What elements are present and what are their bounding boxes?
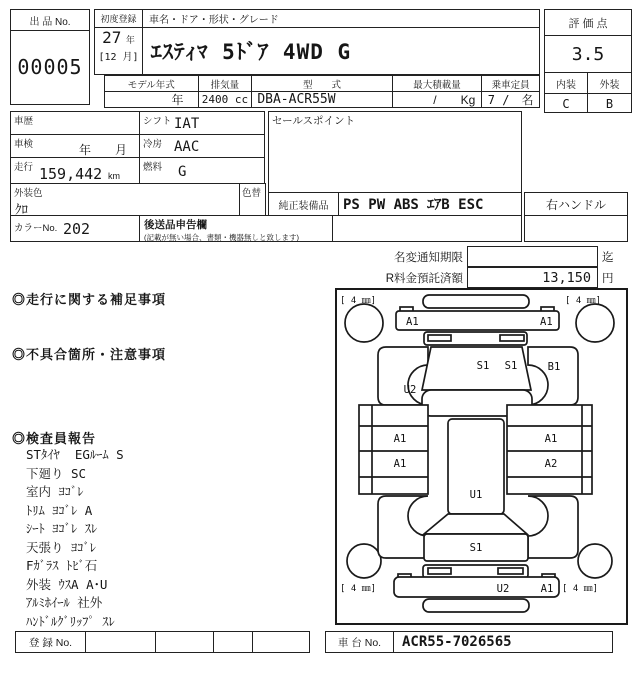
rear-bumper-shape [394,577,559,597]
later-items-cell [139,215,333,242]
inspection-label: 車検 [14,139,34,150]
color-no-label: カラーNo. [14,223,58,234]
equipment-label: 純正装備品 [269,193,339,215]
inspection-cell [10,134,140,158]
lot-number-value: 00005 [17,55,83,79]
first-registration-label: 初度登録 [95,10,143,28]
first-registration-year-unit: 年 [125,35,135,45]
car-name-value: ｴｽﾃｨﾏ 5ﾄﾞｱ 4WD G [151,40,352,64]
wiper-front-right [500,335,524,341]
inspector-report-line: 下廻り SC [26,465,87,481]
color-change-label: 色替 [242,188,262,199]
wiper-front-left [428,335,451,341]
exterior-color-cell [10,183,240,216]
mileage-unit: km [108,171,120,181]
registration-no-cell [156,632,214,652]
damage-code: A1 [406,316,419,328]
model-code-value: DBA-ACR55W [257,92,336,107]
fender-front-right-shape [528,347,578,405]
ac-label: 冷房 [143,139,163,150]
fender-front-left-shape [378,347,428,405]
inspector-report-line: ｼｰﾄ ﾖｺﾞﾚ ｽﾚ [26,521,98,536]
model-year-label: モデル年式 [105,76,198,92]
rear-bumper-bottom-shape [423,599,529,612]
name-change-box [467,246,598,267]
inspector-report-line: Fｶﾞﾗｽ ﾄﾋﾞ石 [26,558,98,573]
registration-no-cell [214,632,253,652]
tire-front-left [345,304,383,342]
shift-value: IAT [174,116,200,132]
model-code-label: 型 式 [252,76,391,92]
name-change-until: 迄 [602,252,614,264]
lot-number-box [10,9,90,105]
fender-rear-right-shape [528,496,578,558]
steering-position: 右ハンドル [524,192,628,216]
shift-label: シフト [143,116,172,127]
displacement-value: 2400 cc [201,93,249,106]
damage-code: U2 [496,583,510,595]
chassis-no-box [325,631,613,653]
exterior-color-value: ｸﾛ [15,203,28,218]
equipment-value: PS PW ABS ｴｱB ESC [343,197,484,213]
damage-code: A2 [544,458,558,470]
later-items-label: 後送品申告欄 [144,219,207,231]
mileage-notes-title: ◎走行に関する補足事項 [12,292,167,307]
inspector-report-line: 外装 ｳｽA A･U [26,576,108,592]
lot-number-label: 出 品 No. [11,10,89,31]
inspector-report-line: ｱﾙﾐﾎｲｰﾙ 社外 [26,595,103,610]
inspector-report-line: 天張り ﾖｺﾞﾚ [26,539,97,555]
damage-code: A1 [540,583,554,595]
exterior-label: 外装 [599,79,620,91]
inspector-report-line: ﾊﾝﾄﾞﾙｸﾞﾘｯﾌﾟ ｽﾚ [26,613,115,629]
inspector-report-line: ﾄﾘﾑ ﾖｺﾞﾚ A [26,502,93,518]
registration-no-label: 登 録 No. [16,632,86,652]
car-body-shapes [359,295,592,612]
capacity-value: 7 / 名 [487,93,534,107]
inspector-report-line: 室内 ﾖｺﾞﾚ [26,484,84,499]
ac-cell [139,134,265,158]
registration-no-box [15,631,310,653]
recycle-fee-value: 13,150 [467,267,598,288]
damage-code: S1 [469,542,483,554]
right-side-panel [507,405,592,494]
mileage-label: 走行 [14,162,34,173]
car-damage-diagram [337,290,626,623]
registration-no-cell [86,632,156,652]
exterior-grade: B [605,96,614,111]
equipment-row-empty [332,215,522,242]
inspection-value: 年 月 [78,143,127,157]
tire-front-right [576,304,614,342]
name-change-label: 名変通知期限 [394,252,463,264]
first-registration-month: [12 月] [98,52,139,63]
max-load-value: / Kg [433,93,476,107]
fuel-label: 燃料 [143,162,163,173]
exterior-color-label: 外装色 [14,188,43,199]
damage-code: A1 [393,433,407,445]
capacity-label: 乗車定員 [482,76,539,92]
color-change-cell [239,183,266,216]
fuel-cell [139,157,265,184]
damage-code: U2 [403,384,417,396]
interior-grade: C [545,94,588,113]
damage-code: B1 [547,361,561,373]
tire-rear-left [347,544,381,578]
damage-code: A1 [544,433,558,445]
left-side-panel [359,405,428,494]
recycle-fee-unit: 円 [602,273,614,285]
fuel-value: G [178,164,187,180]
mileage-value: 159,442 [39,165,103,183]
displacement-label: 排気量 [199,76,252,92]
ac-value: AAC [174,139,200,155]
damage-code: A1 [540,316,553,328]
sales-point-box [268,111,522,193]
color-no-cell [10,215,140,242]
recycle-fee-label: R料金預託済額 [385,273,463,285]
model-year-value: 年 [171,93,184,107]
inspector-title: ◎検査員報告 [12,431,97,446]
rating-value: 3.5 [545,36,631,73]
interior-label: 内装 [545,73,588,93]
color-no-value: 202 [63,220,91,238]
max-load-label: 最大積載量 [393,76,482,92]
tire-rear-right [578,544,612,578]
shift-cell [139,111,265,135]
first-registration-cell [95,28,143,74]
registration-no-cell [253,632,309,652]
history-label: 車歴 [14,116,34,127]
wiper-rear-left [428,568,451,574]
fender-rear-left-shape [378,496,428,558]
car-name-block [94,9,540,75]
chassis-no-label: 車 台 No. [326,632,394,652]
damage-code: S1 [476,360,490,372]
tread-depth-rear-right: [ 4 ㎜] [562,584,599,594]
inspector-report-line: STﾀｲﾔ EGﾙｰﾑ S [26,447,124,462]
damage-code: A1 [393,458,407,470]
car-diagram-box [335,288,628,625]
inspector-report-list [26,446,124,631]
first-registration-year: 27 [102,28,122,47]
rating-label: 評 価 点 [545,10,631,36]
equipment-row [268,192,522,216]
chassis-no-value: ACR55-7026565 [402,634,512,650]
steering-position-empty [524,215,628,242]
tread-depth-front-left: [ 4 ㎜] [340,296,377,306]
car-name-header: 車名・ドア・形状・グレード [143,10,539,28]
tread-depth-front-right: [ 4 ㎜] [565,296,602,306]
defects-title: ◎不具合箇所・注意事項 [12,347,167,362]
front-bumper-shape [396,311,559,330]
tread-depth-rear-left: [ 4 ㎜] [340,584,377,594]
rear-deck-shape [424,514,527,534]
later-items-note: (記載が無い場合、書類・機器無しと致します) [144,233,299,242]
wiper-rear-right [498,568,523,574]
front-bumper-top-shape [423,295,529,308]
mileage-cell [10,157,140,184]
damage-code: S1 [504,360,518,372]
spec-row [104,75,540,108]
damage-code: U1 [469,489,483,501]
history-cell [10,111,140,135]
rating-box [544,9,632,113]
sales-point-label: セールスポイント [272,115,356,127]
